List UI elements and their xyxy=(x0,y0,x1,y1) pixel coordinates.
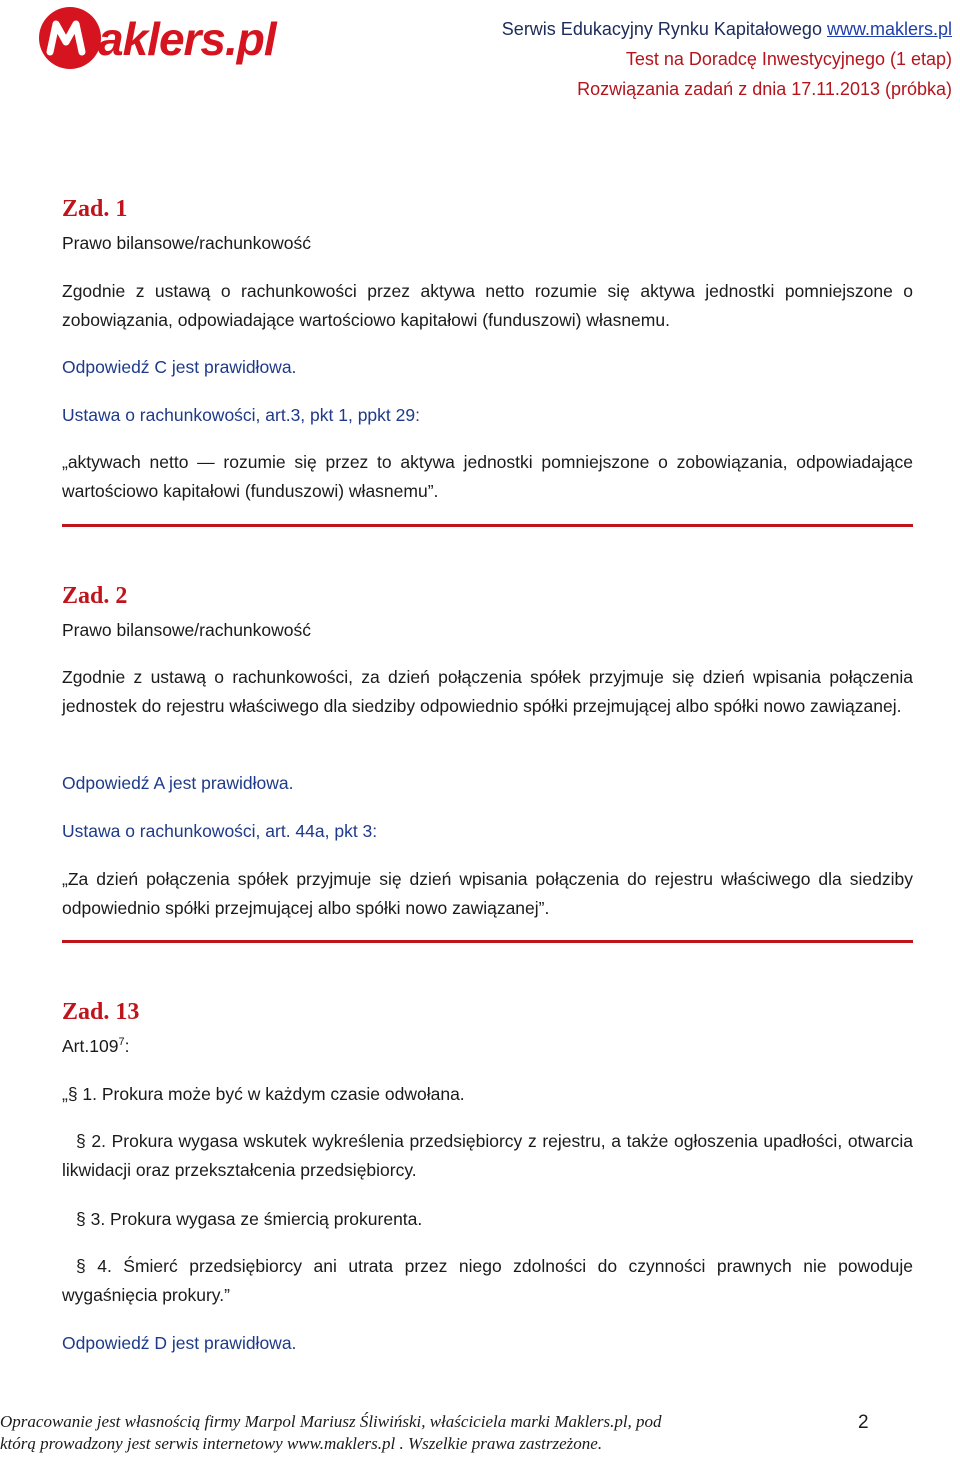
zad2-explanation: Zgodnie z ustawą o rachunkowości, za dzień połączenia spółek przyjmuje się dzień wpisania połączenia jednostek do rejestru właściwego dla siedziby odpowiednio spółki przejmującej albo spółki nowo zawiązanej. xyxy=(62,667,913,716)
footer-line-1: Opracowanie jest własnością firmy Marpol Mariusz Śliwiński, właściciela marki Maklers.pl, pod xyxy=(0,1412,662,1431)
zad2-quote: „Za dzień połączenia spółek przyjmuje się dzień wpisania połączenia do rejestru właściwego dla siedziby odpowiednio spółki przejmującej albo spółki nowo zawiązanej”. xyxy=(62,869,913,918)
zad13-article xyxy=(62,1032,913,1061)
logo-wordmark: aklers.pl xyxy=(98,13,276,65)
zad13-paragraph-3: § 3. Prokura wygasa ze śmiercią prokurenta. xyxy=(76,1209,423,1229)
header-site-name: Serwis Edukacyjny Rynku Kapitałowego xyxy=(501,19,827,39)
header-line-2: Test na Doradcę Inwestycyjnego (1 etap) xyxy=(625,49,952,69)
zad13-article-label: Art.109 xyxy=(62,1036,119,1056)
zad1-quote: „aktywach netto — rozumie się przez to aktywa jednostki pomniejszone o zobowiązania, odpowiadające wartościowo kapitałowi (funduszowi) własnemu”. xyxy=(62,452,913,501)
zad2-category: Prawo bilansowe/rachunkowość xyxy=(62,620,312,640)
section-divider xyxy=(62,940,913,943)
zad1-answer: Odpowiedź C jest prawidłowa. xyxy=(62,357,297,377)
header-line-1 xyxy=(502,14,952,44)
zad13-paragraph-1: „§ 1. Prokura może być w każdym czasie odwołana. xyxy=(62,1084,465,1104)
zad13-paragraph-4: § 4. Śmierć przedsiębiorcy ani utrata przez niego zdolności do czynności prawnych nie powoduje wygaśnięcia prokury.” xyxy=(62,1256,913,1305)
header-link[interactable]: www.maklers.pl xyxy=(826,19,952,39)
zad13-answer: Odpowiedź D jest prawidłowa. xyxy=(62,1333,297,1353)
zad13-article-sup: 7 xyxy=(118,1036,125,1049)
header-line-3: Rozwiązania zadań z dnia 17.11.2013 (próbka) xyxy=(577,79,952,99)
zad1-title: Zad. 1 xyxy=(62,196,128,222)
zad1-source: Ustawa o rachunkowości, art.3, pkt 1, ppkt 29: xyxy=(62,405,420,425)
zad13-article-colon: : xyxy=(124,1036,130,1056)
zad13-paragraph-2: § 2. Prokura wygasa wskutek wykreślenia przedsiębiorcy z rejestru, a także ogłoszenia upadłości, otwarcia likwidacji oraz przekształcenia przedsiębiorcy. xyxy=(62,1131,913,1180)
header-info xyxy=(502,14,952,104)
zad2-title: Zad. 2 xyxy=(62,583,128,609)
zad2-answer: Odpowiedź A jest prawidłowa. xyxy=(62,773,294,793)
page-number: 2 xyxy=(858,1412,869,1433)
zad2-source: Ustawa o rachunkowości, art. 44a, pkt 3: xyxy=(62,821,378,841)
zad1-category: Prawo bilansowe/rachunkowość xyxy=(62,233,312,253)
footer-line-2: którą prowadzony jest serwis internetowy www.maklers.pl . Wszelkie prawa zastrzeżone. xyxy=(0,1434,603,1453)
zad1-explanation: Zgodnie z ustawą o rachunkowości przez aktywa netto rozumie się aktywa jednostki pomniejszone o zobowiązania, odpowiadające wartościowo kapitałowi (funduszowi) własnemu. xyxy=(62,281,913,330)
maklers-logo xyxy=(36,4,276,72)
zad13-title: Zad. 13 xyxy=(62,999,140,1025)
section-divider xyxy=(62,524,913,527)
